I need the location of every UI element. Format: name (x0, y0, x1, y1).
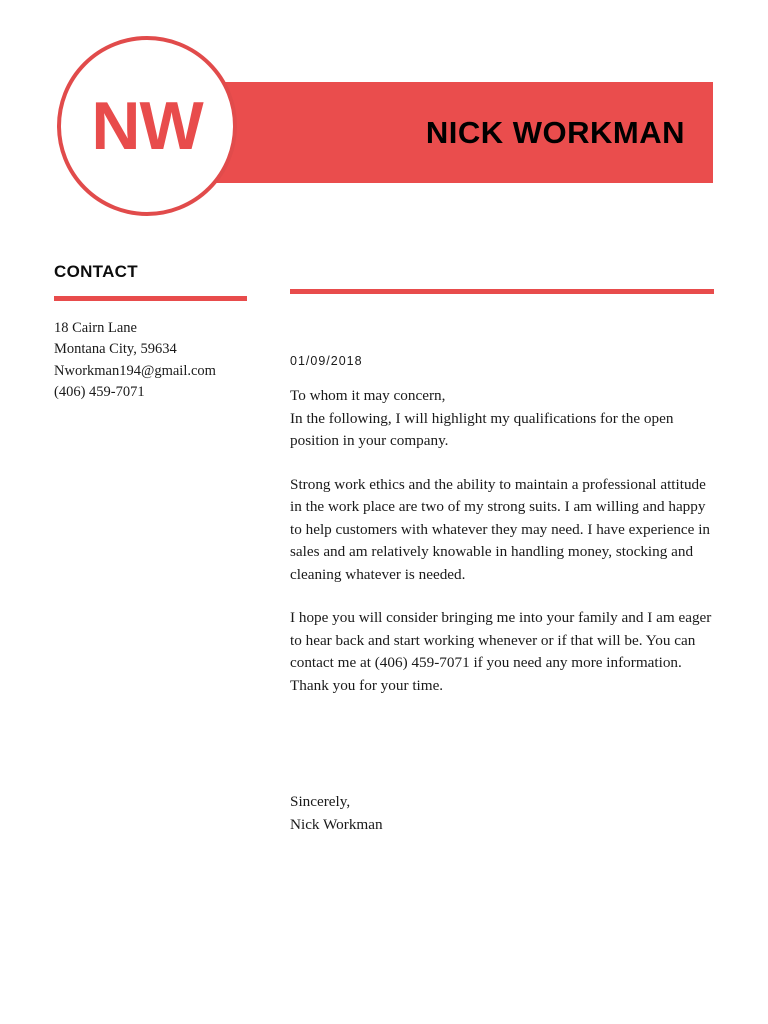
contact-line-email: Nworkman194@gmail.com (54, 362, 216, 379)
letter-closing-paragraph: I hope you will consider bringing me into your family and I am eager to hear back and start working whenever or if that will be. You can contact me at (406) 459-7071 if you need any more information. Thank you for your time. (290, 609, 712, 694)
contact-divider (54, 296, 247, 301)
contact-heading: CONTACT (54, 262, 138, 281)
contact-details (54, 318, 254, 404)
letter-date: 01/09/2018 (290, 354, 363, 368)
letter-salutation: To whom it may concern, (290, 387, 446, 404)
signoff-valediction: Sincerely, (290, 793, 351, 810)
letter-salutation-block (290, 385, 714, 453)
contact-section (54, 262, 254, 404)
letter-signoff (290, 791, 714, 836)
letter-divider (290, 289, 714, 294)
monogram-initials: NW (91, 88, 203, 164)
contact-line-city: Montana City, 59634 (54, 341, 177, 358)
monogram-badge (57, 36, 237, 216)
letter-body-paragraph: Strong work ethics and the ability to maintain a professional attitude in the work place are two of my strong suits. I am willing and happy to help customers with whatever they may need. I have experience in sales and am relatively knowable in handling money, stocking and cleaning whatever is needed. (290, 475, 711, 583)
contact-line-street: 18 Cairn Lane (54, 320, 137, 336)
document-header (0, 0, 768, 240)
signoff-name: Nick Workman (290, 815, 383, 833)
page-title: NICK WORKMAN (425, 114, 685, 150)
contact-line-phone: (406) 459-7071 (54, 384, 145, 401)
letter-intro: In the following, I will highlight my qualifications for the open position in your company. (290, 409, 674, 449)
letter-section (290, 289, 714, 836)
